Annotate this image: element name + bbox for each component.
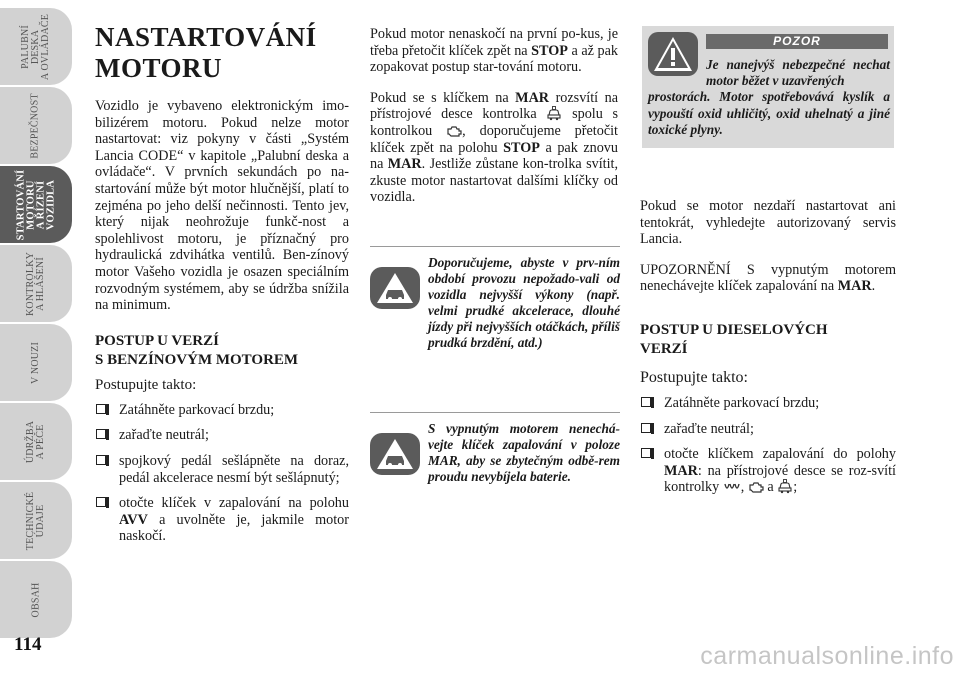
column-2 [370,26,618,220]
list-item: otočte klíček v zapalování na polohu AVV a uvolněte je, jakmile motor naskočí. [95,495,349,545]
checkbox-bullet-icon [641,397,651,407]
tab-label: KONTROLKY A HLÁŠENÍ [25,251,46,316]
engine-check-icon [748,481,764,494]
list-item: spojkový pedál sešlápněte na doraz, pedál akcelerace nesmí být sešlápnutý; [95,453,349,486]
advice-note-text: Doporučujeme, abyste v prv-ním období provozu nepožado-vali od vozidla nejvyšší výkony (např. velmi prudké akcelerace, dlouhé jízdy při nejvyšších otáčkách, příliš prudká brzdění, atd.) [428,255,620,350]
petrol-lead: Postupujte takto: [95,376,197,393]
tab-label: OBSAH [30,582,41,617]
tab-label: TECHNICKÉ ÚDAJE [25,491,46,550]
list-item: otočte klíčkem zapalování do polohy MAR: na přístrojové desce se roz-svítí kontrolky , a ; [640,446,896,496]
retry-paragraph: Pokud motor nenaskočí na první po-kus, je třeba přetočit klíček zpět na STOP a až pak zopakovat postup star-tování motoru. [370,26,619,76]
checkbox-bullet-icon [641,423,651,433]
column-3 [640,198,896,505]
list-item: Zatáhněte parkovací brzdu; [95,402,349,419]
pozor-label: POZOR [706,34,888,49]
tab-label: V NOUZI [29,341,41,384]
tab-udrzba[interactable] [0,403,72,480]
car-slip-icon [370,267,420,309]
diesel-heading: POSTUP U DIESELOVÝCH VERZÍ [640,321,828,357]
checkbox-bullet-icon [96,429,106,439]
list-item: Zatáhněte parkovací brzdu; [640,395,896,412]
list-item: zařaďte neutrál; [95,427,349,444]
intro-paragraph: Vozidlo je vybaveno elektronickým imo-bilizérem motoru. Pokud nelze motor nastartovat: viz pokyny v části „Systém Lancia CODE“ v kapitole „Palubní deska a ovládače“. V prvních sekundách po na-startování může být motor hlučnější, platí to zejména po jeho delší nečinnosti. Tento jev, který nijak neohrožuje funkč-nost a spolehlivost motoru, je příznačný pro hydraulická zdvihátka ventilů. Ben-zínový motor Vašeho vozidla je osazen speciálním rozvodným systémem, aby se údržba snížila na minimum. [95,98,349,314]
diesel-lead: Postupujte takto: [640,368,748,386]
glow-plug-icon [723,482,741,494]
service-paragraph: Pokud se motor nezdaří nastartovat ani tentokrát, vyhledejte autorizovaný servis Lancia. [640,198,896,248]
car-slip-icon [370,433,420,475]
tab-technicke-udaje[interactable] [0,482,72,559]
chapter-tabs [0,0,74,677]
checkbox-bullet-icon [641,448,651,458]
battery-note [370,412,620,485]
checkbox-bullet-icon [96,404,106,414]
pozor-warning-box [642,26,894,148]
tab-kontrolky[interactable] [0,245,72,322]
checkbox-bullet-icon [96,455,106,465]
advice-note [370,246,620,351]
tab-label: STARTOVÁNÍ MOTORU A ŘÍZENÍ VOZIDLA [15,169,56,240]
tab-bezpecnost[interactable] [0,87,72,164]
battery-note-text: S vypnutým motorem nenechá-vejte klíček zapalování v poloze MAR, aby se zbytečným odbě-rem proudu nevybíjela baterie. [428,421,620,484]
immobilizer-car-icon [546,106,562,121]
pozor-text: Je nanejvýš nebezpečné nechat motor běžet v uzavřených prostorách. Motor spotřebovává kyslík a vypouští oxid uhličitý, oxid uhelnatý a jiné toxické plyny. [648,57,890,137]
petrol-steps [95,402,349,545]
tab-label: PALUBNÍ DESKA A OVLÁDAČE [19,13,51,80]
tab-label: ÚDRŽBA A PÉČE [24,420,46,463]
column-1 [95,22,349,554]
diesel-steps [640,395,896,496]
checkbox-bullet-icon [96,497,106,507]
petrol-heading: POSTUP U VERZÍ S BENZÍNOVÝM MOTOREM [95,332,299,368]
upozorneni-paragraph: UPOZORNĚNÍ S vypnutým motorem nenechávejte klíček zapalování na MAR. [640,261,896,295]
page-number: 114 [14,634,42,655]
immobilizer-car-icon [777,479,793,494]
tab-v-nouzi[interactable] [0,324,72,401]
tab-palubni-deska[interactable] [0,8,72,85]
tab-obsah[interactable] [0,561,72,638]
list-item: zařaďte neutrál; [640,421,896,438]
page-title: NASTARTOVÁNÍ MOTORU [95,22,317,83]
immobilizer-paragraph: Pokud se s klíčkem na MAR rozsvítí na přístrojové desce kontrolka spolu s kontrolkou , doporučujeme přetočit klíček zpět na polohu STOP a pak znovu na MAR. Jestliže zůstane kon-trolka svítit, zkuste motor nastartovat dalšími klíčky od vozidla. [370,89,619,206]
watermark: carmanualsonline.info [700,642,954,670]
tab-label: BEZPEČNOST [30,92,41,159]
tab-startovani[interactable] [0,166,72,243]
engine-check-icon [446,125,462,138]
